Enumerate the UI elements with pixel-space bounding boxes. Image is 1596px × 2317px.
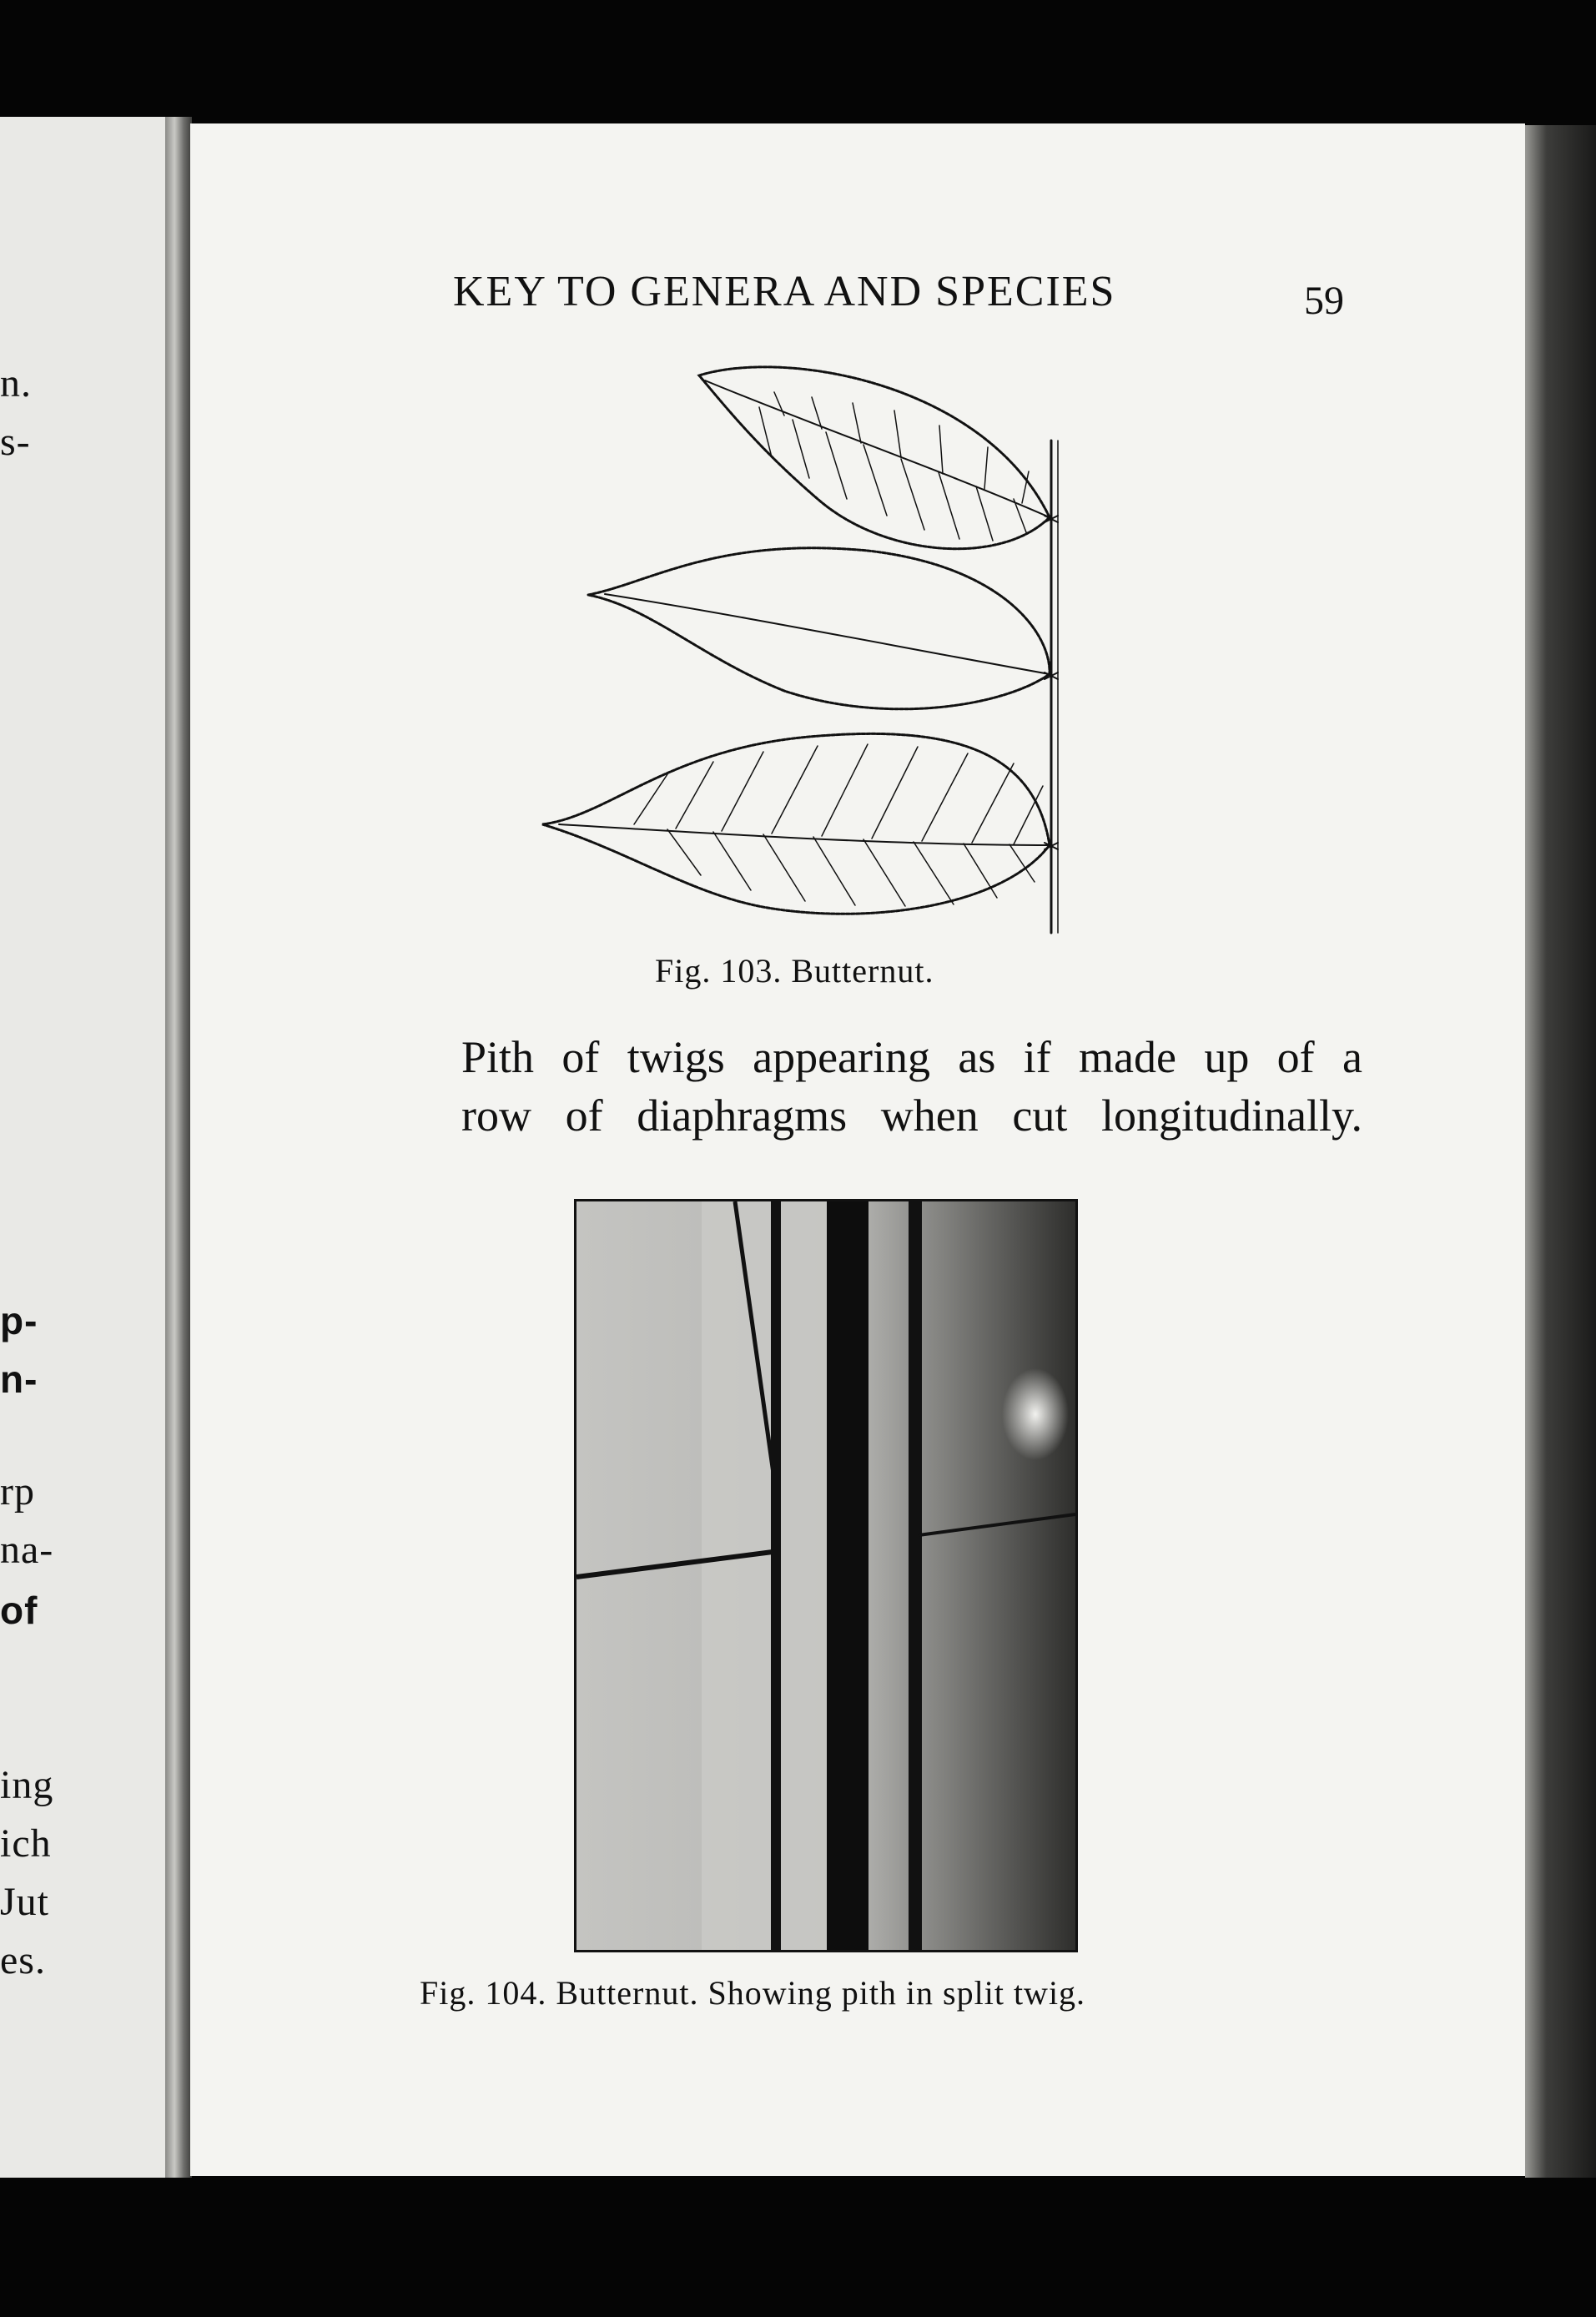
left-page-fragment: n. [0,361,32,405]
body-line: Pith of twigs appearing as if made up of a [461,1032,1362,1082]
left-page-fragment: rp [0,1469,35,1514]
left-page-fragment: ing [0,1763,54,1807]
book-spine [165,117,192,2178]
butternut-leaf-illustration [534,357,1076,941]
figure-103-caption: Fig. 103. Butternut. [655,952,934,990]
page-number: 59 [1304,279,1344,323]
left-page-fragment: ich [0,1821,52,1866]
page-edge-shadow [1525,125,1596,2178]
left-page-fragment: of [0,1589,38,1632]
left-page-fragment: es. [0,1938,46,1982]
running-head: KEY TO GENERA AND SPECIES [453,268,1116,315]
left-page-fragment: p- [0,1299,38,1342]
left-page-fragment: Jut [0,1880,50,1924]
split-twig-photo-image [576,1201,1075,1950]
split-twig-photo [574,1199,1078,1952]
left-page-fragment: na- [0,1528,54,1572]
left-page [0,117,171,2178]
left-page-fragment: n- [0,1357,38,1401]
left-page-fragment: s- [0,420,31,464]
body-paragraph [461,1028,1362,1145]
body-line: row of diaphragms when cut longitudinally. [461,1091,1362,1141]
figure-104-caption: Fig. 104. Butternut. Showing pith in split twig. [420,1974,1086,2012]
